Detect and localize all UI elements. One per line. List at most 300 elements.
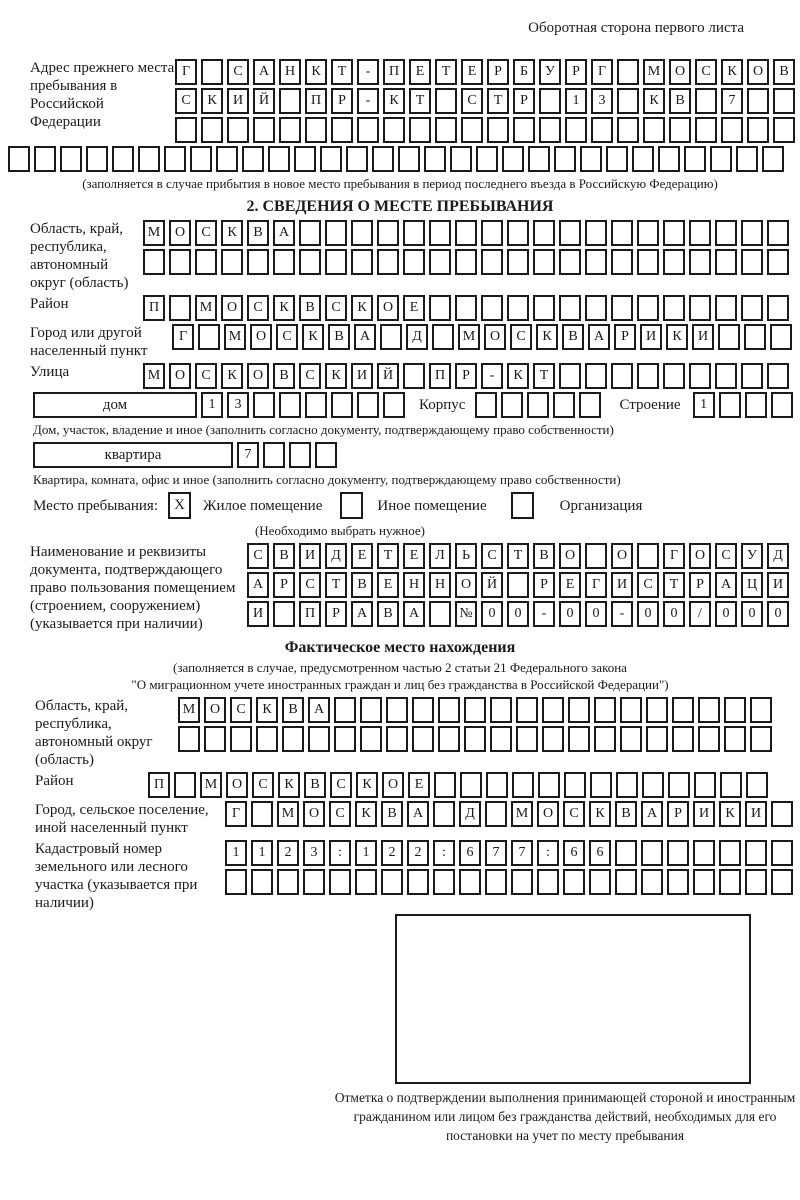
char-cell[interactable] xyxy=(585,249,607,275)
char-cell[interactable]: 7 xyxy=(237,442,259,468)
char-cell[interactable]: Ь xyxy=(455,543,477,569)
char-cell[interactable]: В xyxy=(282,697,304,723)
char-cell[interactable]: В xyxy=(773,59,795,85)
char-cell[interactable] xyxy=(481,249,503,275)
char-cell[interactable]: К xyxy=(325,363,347,389)
char-cell[interactable]: П xyxy=(383,59,405,85)
char-cell[interactable] xyxy=(565,117,587,143)
char-cell[interactable] xyxy=(771,869,793,895)
char-cell[interactable]: Т xyxy=(331,59,353,85)
char-cell[interactable]: 0 xyxy=(767,601,789,627)
char-cell[interactable]: В xyxy=(328,324,350,350)
char-cell[interactable]: У xyxy=(539,59,561,85)
char-cell[interactable] xyxy=(507,295,529,321)
char-cell[interactable]: 0 xyxy=(559,601,581,627)
char-cell[interactable] xyxy=(490,697,512,723)
char-cell[interactable] xyxy=(432,324,454,350)
char-cell[interactable]: 1 xyxy=(251,840,273,866)
char-cell[interactable]: 0 xyxy=(637,601,659,627)
char-cell[interactable]: Г xyxy=(663,543,685,569)
char-cell[interactable] xyxy=(750,697,772,723)
char-cell[interactable] xyxy=(741,220,763,246)
char-cell[interactable]: Н xyxy=(279,59,301,85)
char-cell[interactable]: С xyxy=(330,772,352,798)
char-cell[interactable] xyxy=(719,869,741,895)
char-cell[interactable] xyxy=(398,146,420,172)
char-cell[interactable] xyxy=(273,601,295,627)
char-cell[interactable] xyxy=(719,392,741,418)
char-cell[interactable] xyxy=(334,726,356,752)
char-cell[interactable] xyxy=(242,146,264,172)
char-cell[interactable] xyxy=(331,117,353,143)
char-cell[interactable] xyxy=(580,146,602,172)
char-cell[interactable]: К xyxy=(351,295,373,321)
char-cell[interactable] xyxy=(175,117,197,143)
char-cell[interactable] xyxy=(611,363,633,389)
char-cell[interactable]: К xyxy=(719,801,741,827)
char-cell[interactable] xyxy=(663,363,685,389)
char-cell[interactable] xyxy=(720,772,742,798)
char-cell[interactable] xyxy=(403,363,425,389)
char-cell[interactable] xyxy=(736,146,758,172)
char-cell[interactable]: С xyxy=(299,572,321,598)
char-cell[interactable] xyxy=(554,146,576,172)
char-cell[interactable]: И xyxy=(247,601,269,627)
kadastr-row-2[interactable] xyxy=(225,869,793,895)
char-cell[interactable]: С xyxy=(695,59,717,85)
char-cell[interactable] xyxy=(435,88,457,114)
char-cell[interactable]: О xyxy=(669,59,691,85)
char-cell[interactable] xyxy=(585,363,607,389)
char-cell[interactable]: В xyxy=(247,220,269,246)
char-cell[interactable] xyxy=(533,295,555,321)
char-cell[interactable] xyxy=(221,249,243,275)
char-cell[interactable] xyxy=(585,543,607,569)
char-cell[interactable]: В xyxy=(273,543,295,569)
char-cell[interactable] xyxy=(289,442,311,468)
char-cell[interactable] xyxy=(594,726,616,752)
char-cell[interactable]: С xyxy=(481,543,503,569)
char-cell[interactable] xyxy=(476,146,498,172)
char-cell[interactable] xyxy=(672,726,694,752)
char-cell[interactable]: 1 xyxy=(565,88,587,114)
char-cell[interactable]: Г xyxy=(172,324,194,350)
char-cell[interactable] xyxy=(721,117,743,143)
char-cell[interactable] xyxy=(585,295,607,321)
char-cell[interactable] xyxy=(360,726,382,752)
char-cell[interactable] xyxy=(412,697,434,723)
char-cell[interactable] xyxy=(527,392,549,418)
char-cell[interactable] xyxy=(641,869,663,895)
char-cell[interactable]: Е xyxy=(403,295,425,321)
char-cell[interactable] xyxy=(455,295,477,321)
char-cell[interactable]: - xyxy=(357,88,379,114)
char-cell[interactable] xyxy=(487,117,509,143)
char-cell[interactable] xyxy=(434,772,456,798)
char-cell[interactable]: М xyxy=(143,363,165,389)
char-cell[interactable] xyxy=(455,220,477,246)
char-cell[interactable] xyxy=(435,117,457,143)
char-cell[interactable] xyxy=(710,146,732,172)
char-cell[interactable] xyxy=(386,726,408,752)
char-cell[interactable] xyxy=(372,146,394,172)
char-cell[interactable] xyxy=(715,249,737,275)
char-cell[interactable]: О xyxy=(537,801,559,827)
fact-gorod-row[interactable] xyxy=(225,801,793,827)
char-cell[interactable] xyxy=(253,117,275,143)
char-cell[interactable] xyxy=(590,772,612,798)
char-cell[interactable] xyxy=(579,392,601,418)
residence-checkbox-org[interactable] xyxy=(511,492,534,519)
char-cell[interactable] xyxy=(164,146,186,172)
char-cell[interactable]: А xyxy=(641,801,663,827)
char-cell[interactable]: М xyxy=(511,801,533,827)
char-cell[interactable] xyxy=(305,117,327,143)
char-cell[interactable]: Н xyxy=(403,572,425,598)
char-cell[interactable] xyxy=(745,869,767,895)
char-cell[interactable]: Й xyxy=(253,88,275,114)
char-cell[interactable] xyxy=(459,869,481,895)
fact-raion-row[interactable] xyxy=(148,772,768,798)
char-cell[interactable] xyxy=(334,697,356,723)
char-cell[interactable] xyxy=(615,840,637,866)
char-cell[interactable]: Т xyxy=(435,59,457,85)
char-cell[interactable] xyxy=(461,117,483,143)
char-cell[interactable] xyxy=(767,363,789,389)
char-cell[interactable] xyxy=(606,146,628,172)
char-cell[interactable]: Р xyxy=(614,324,636,350)
char-cell[interactable]: : xyxy=(329,840,351,866)
gorod-row[interactable] xyxy=(172,324,792,350)
char-cell[interactable]: М xyxy=(200,772,222,798)
char-cell[interactable] xyxy=(486,772,508,798)
char-cell[interactable] xyxy=(637,220,659,246)
char-cell[interactable] xyxy=(299,220,321,246)
char-cell[interactable] xyxy=(646,726,668,752)
ulitsa-row[interactable] xyxy=(143,363,789,389)
char-cell[interactable] xyxy=(247,249,269,275)
char-cell[interactable]: А xyxy=(308,697,330,723)
char-cell[interactable] xyxy=(403,249,425,275)
char-cell[interactable]: Е xyxy=(559,572,581,598)
char-cell[interactable]: И xyxy=(611,572,633,598)
char-cell[interactable]: О xyxy=(559,543,581,569)
char-cell[interactable] xyxy=(537,869,559,895)
char-cell[interactable] xyxy=(632,146,654,172)
char-cell[interactable] xyxy=(502,146,524,172)
char-cell[interactable]: М xyxy=(277,801,299,827)
char-cell[interactable] xyxy=(617,88,639,114)
char-cell[interactable] xyxy=(174,772,196,798)
char-cell[interactable]: 2 xyxy=(381,840,403,866)
char-cell[interactable] xyxy=(771,840,793,866)
char-cell[interactable] xyxy=(351,249,373,275)
char-cell[interactable] xyxy=(767,220,789,246)
char-cell[interactable]: А xyxy=(588,324,610,350)
char-cell[interactable]: 0 xyxy=(741,601,763,627)
char-cell[interactable] xyxy=(745,392,767,418)
char-cell[interactable] xyxy=(512,772,534,798)
char-cell[interactable] xyxy=(767,249,789,275)
char-cell[interactable]: С xyxy=(461,88,483,114)
char-cell[interactable]: К xyxy=(302,324,324,350)
char-cell[interactable]: Ц xyxy=(741,572,763,598)
char-cell[interactable]: Р xyxy=(487,59,509,85)
char-cell[interactable] xyxy=(412,726,434,752)
char-cell[interactable] xyxy=(383,117,405,143)
char-cell[interactable] xyxy=(744,324,766,350)
char-cell[interactable]: Р xyxy=(273,572,295,598)
char-cell[interactable] xyxy=(620,726,642,752)
char-cell[interactable] xyxy=(637,295,659,321)
char-cell[interactable]: И xyxy=(640,324,662,350)
char-cell[interactable] xyxy=(263,442,285,468)
char-cell[interactable]: 3 xyxy=(227,392,249,418)
char-cell[interactable]: Н xyxy=(429,572,451,598)
char-cell[interactable] xyxy=(559,249,581,275)
char-cell[interactable]: С xyxy=(230,697,252,723)
char-cell[interactable]: 7 xyxy=(511,840,533,866)
char-cell[interactable]: № xyxy=(455,601,477,627)
char-cell[interactable] xyxy=(741,363,763,389)
char-cell[interactable]: В xyxy=(351,572,373,598)
char-cell[interactable] xyxy=(762,146,784,172)
char-cell[interactable] xyxy=(658,146,680,172)
char-cell[interactable] xyxy=(251,869,273,895)
char-cell[interactable] xyxy=(279,117,301,143)
char-cell[interactable]: Г xyxy=(225,801,247,827)
char-cell[interactable] xyxy=(409,117,431,143)
char-cell[interactable] xyxy=(481,220,503,246)
char-cell[interactable] xyxy=(386,697,408,723)
char-cell[interactable] xyxy=(594,697,616,723)
char-cell[interactable] xyxy=(695,88,717,114)
char-cell[interactable]: К xyxy=(221,220,243,246)
char-cell[interactable]: С xyxy=(247,295,269,321)
char-cell[interactable] xyxy=(641,840,663,866)
char-cell[interactable] xyxy=(485,869,507,895)
char-cell[interactable]: О xyxy=(169,363,191,389)
char-cell[interactable] xyxy=(507,220,529,246)
char-cell[interactable]: А xyxy=(273,220,295,246)
char-cell[interactable] xyxy=(501,392,523,418)
char-cell[interactable] xyxy=(429,295,451,321)
char-cell[interactable]: П xyxy=(429,363,451,389)
char-cell[interactable]: М xyxy=(224,324,246,350)
char-cell[interactable]: В xyxy=(533,543,555,569)
char-cell[interactable] xyxy=(533,220,555,246)
char-cell[interactable] xyxy=(178,726,200,752)
char-cell[interactable] xyxy=(611,249,633,275)
char-cell[interactable] xyxy=(8,146,30,172)
char-cell[interactable] xyxy=(615,869,637,895)
char-cell[interactable] xyxy=(637,249,659,275)
char-cell[interactable] xyxy=(279,88,301,114)
char-cell[interactable] xyxy=(668,772,690,798)
char-cell[interactable]: О xyxy=(377,295,399,321)
char-cell[interactable]: И xyxy=(299,543,321,569)
char-cell[interactable] xyxy=(230,726,252,752)
char-cell[interactable] xyxy=(542,697,564,723)
char-cell[interactable]: О xyxy=(689,543,711,569)
char-cell[interactable] xyxy=(669,117,691,143)
char-cell[interactable]: Е xyxy=(409,59,431,85)
char-cell[interactable]: Р xyxy=(533,572,555,598)
char-cell[interactable] xyxy=(253,392,275,418)
char-cell[interactable] xyxy=(351,220,373,246)
char-cell[interactable]: А xyxy=(715,572,737,598)
char-cell[interactable] xyxy=(377,249,399,275)
char-cell[interactable] xyxy=(643,117,665,143)
char-cell[interactable] xyxy=(770,324,792,350)
apartment-cells[interactable] xyxy=(237,442,337,468)
char-cell[interactable] xyxy=(715,220,737,246)
char-cell[interactable]: П xyxy=(148,772,170,798)
char-cell[interactable] xyxy=(320,146,342,172)
char-cell[interactable] xyxy=(715,363,737,389)
char-cell[interactable] xyxy=(617,59,639,85)
doc-row-2[interactable] xyxy=(247,572,789,598)
char-cell[interactable] xyxy=(746,772,768,798)
char-cell[interactable]: Е xyxy=(408,772,430,798)
char-cell[interactable] xyxy=(553,392,575,418)
char-cell[interactable]: П xyxy=(299,601,321,627)
char-cell[interactable]: - xyxy=(533,601,555,627)
char-cell[interactable]: О xyxy=(247,363,269,389)
char-cell[interactable]: С xyxy=(247,543,269,569)
char-cell[interactable] xyxy=(538,772,560,798)
char-cell[interactable]: Т xyxy=(325,572,347,598)
char-cell[interactable] xyxy=(315,442,337,468)
char-cell[interactable] xyxy=(485,801,507,827)
char-cell[interactable]: Д xyxy=(406,324,428,350)
char-cell[interactable] xyxy=(227,117,249,143)
char-cell[interactable] xyxy=(542,726,564,752)
char-cell[interactable] xyxy=(169,249,191,275)
char-cell[interactable]: Р xyxy=(455,363,477,389)
char-cell[interactable] xyxy=(433,869,455,895)
char-cell[interactable] xyxy=(86,146,108,172)
char-cell[interactable]: Е xyxy=(461,59,483,85)
char-cell[interactable] xyxy=(507,249,529,275)
prev-address-row-1[interactable] xyxy=(175,59,795,85)
char-cell[interactable] xyxy=(143,249,165,275)
char-cell[interactable] xyxy=(773,117,795,143)
char-cell[interactable] xyxy=(741,249,763,275)
char-cell[interactable]: К xyxy=(305,59,327,85)
char-cell[interactable] xyxy=(438,697,460,723)
char-cell[interactable] xyxy=(325,249,347,275)
char-cell[interactable] xyxy=(60,146,82,172)
char-cell[interactable]: Р xyxy=(689,572,711,598)
char-cell[interactable]: У xyxy=(741,543,763,569)
char-cell[interactable]: А xyxy=(351,601,373,627)
char-cell[interactable] xyxy=(589,869,611,895)
char-cell[interactable] xyxy=(34,146,56,172)
char-cell[interactable]: 0 xyxy=(663,601,685,627)
char-cell[interactable]: И xyxy=(767,572,789,598)
char-cell[interactable]: И xyxy=(692,324,714,350)
char-cell[interactable]: К xyxy=(589,801,611,827)
char-cell[interactable]: Т xyxy=(533,363,555,389)
doc-row-3[interactable] xyxy=(247,601,789,627)
char-cell[interactable] xyxy=(507,572,529,598)
char-cell[interactable] xyxy=(642,772,664,798)
char-cell[interactable] xyxy=(719,840,741,866)
char-cell[interactable] xyxy=(455,249,477,275)
char-cell[interactable]: И xyxy=(693,801,715,827)
char-cell[interactable] xyxy=(303,869,325,895)
char-cell[interactable] xyxy=(383,392,405,418)
char-cell[interactable] xyxy=(559,220,581,246)
char-cell[interactable] xyxy=(568,697,590,723)
char-cell[interactable] xyxy=(568,726,590,752)
char-cell[interactable]: К xyxy=(355,801,377,827)
char-cell[interactable] xyxy=(516,697,538,723)
char-cell[interactable] xyxy=(429,249,451,275)
char-cell[interactable] xyxy=(663,295,685,321)
char-cell[interactable]: К xyxy=(201,88,223,114)
char-cell[interactable]: Т xyxy=(507,543,529,569)
char-cell[interactable]: Й xyxy=(377,363,399,389)
char-cell[interactable]: О xyxy=(226,772,248,798)
char-cell[interactable] xyxy=(225,869,247,895)
raion-row[interactable] xyxy=(143,295,789,321)
char-cell[interactable]: В xyxy=(304,772,326,798)
char-cell[interactable]: - xyxy=(611,601,633,627)
char-cell[interactable] xyxy=(475,392,497,418)
char-cell[interactable]: М xyxy=(643,59,665,85)
char-cell[interactable]: С xyxy=(252,772,274,798)
stroenie-cells[interactable] xyxy=(693,392,793,418)
char-cell[interactable]: С xyxy=(195,220,217,246)
char-cell[interactable] xyxy=(360,697,382,723)
char-cell[interactable] xyxy=(747,88,769,114)
char-cell[interactable] xyxy=(190,146,212,172)
char-cell[interactable] xyxy=(357,117,379,143)
char-cell[interactable]: - xyxy=(481,363,503,389)
char-cell[interactable]: Е xyxy=(377,572,399,598)
char-cell[interactable]: С xyxy=(510,324,532,350)
char-cell[interactable]: С xyxy=(195,363,217,389)
char-cell[interactable]: 1 xyxy=(201,392,223,418)
char-cell[interactable] xyxy=(585,220,607,246)
char-cell[interactable] xyxy=(533,249,555,275)
char-cell[interactable] xyxy=(407,869,429,895)
char-cell[interactable] xyxy=(464,697,486,723)
char-cell[interactable]: Т xyxy=(663,572,685,598)
char-cell[interactable]: - xyxy=(357,59,379,85)
char-cell[interactable]: В xyxy=(273,363,295,389)
char-cell[interactable] xyxy=(268,146,290,172)
char-cell[interactable]: О xyxy=(169,220,191,246)
char-cell[interactable] xyxy=(294,146,316,172)
char-cell[interactable]: 1 xyxy=(355,840,377,866)
char-cell[interactable] xyxy=(464,726,486,752)
char-cell[interactable] xyxy=(617,117,639,143)
char-cell[interactable] xyxy=(539,117,561,143)
char-cell[interactable] xyxy=(745,840,767,866)
fact-oblast-row-1[interactable] xyxy=(178,697,772,723)
char-cell[interactable]: Р xyxy=(565,59,587,85)
char-cell[interactable]: К xyxy=(273,295,295,321)
oblast-row-1[interactable] xyxy=(143,220,789,246)
char-cell[interactable]: В xyxy=(381,801,403,827)
char-cell[interactable]: 3 xyxy=(303,840,325,866)
char-cell[interactable] xyxy=(689,363,711,389)
char-cell[interactable]: К xyxy=(536,324,558,350)
char-cell[interactable] xyxy=(201,59,223,85)
